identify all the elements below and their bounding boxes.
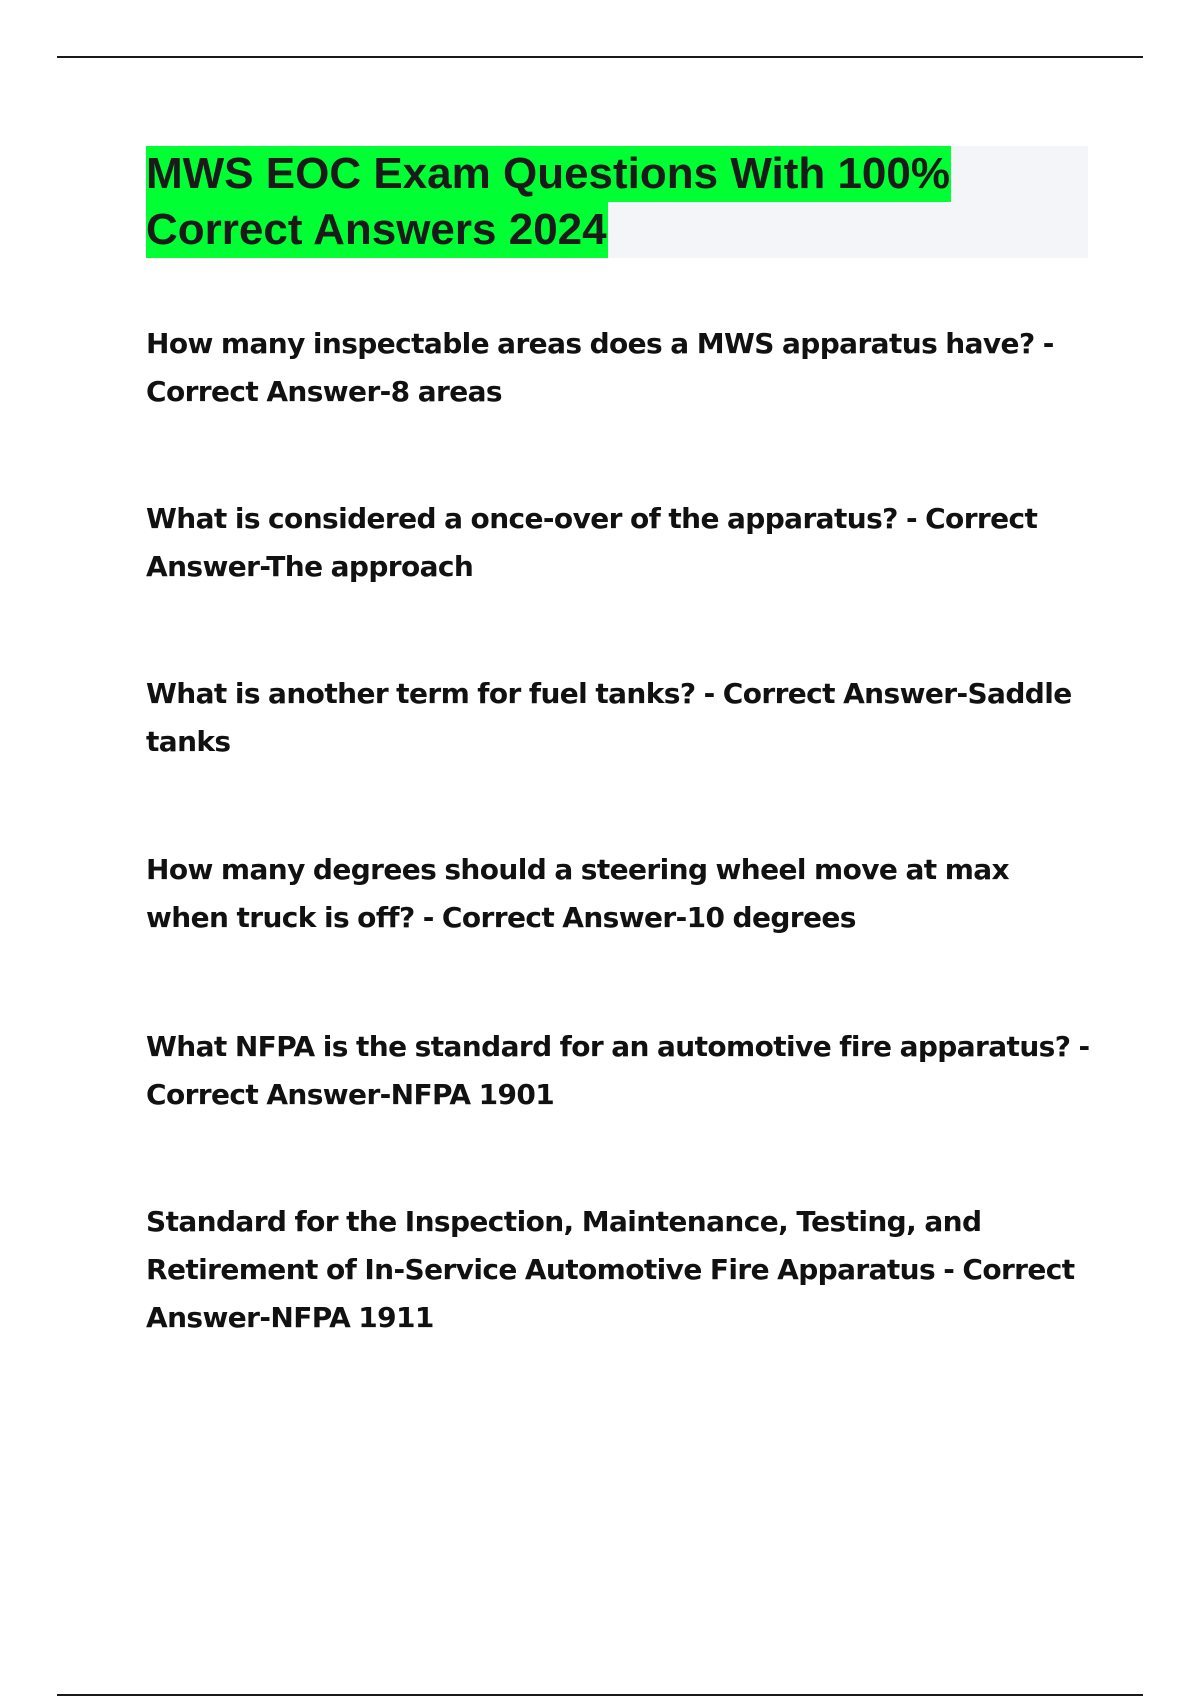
qa-line: What is considered a once-over of the apparatus? - Correct bbox=[146, 502, 1038, 535]
qa-item-6 bbox=[146, 1198, 1106, 1342]
qa-line: Answer-The approach bbox=[146, 550, 474, 583]
qa-line: Retirement of In-Service Automotive Fire Apparatus - Correct bbox=[146, 1253, 1075, 1286]
qa-item-3 bbox=[146, 670, 1106, 766]
qa-line: How many inspectable areas does a MWS apparatus have? - bbox=[146, 327, 1054, 360]
title-line-2: Correct Answers 2024 bbox=[146, 202, 608, 258]
qa-item-1 bbox=[146, 320, 1106, 416]
qa-item-4 bbox=[146, 846, 1106, 942]
qa-line: Correct Answer-8 areas bbox=[146, 375, 502, 408]
qa-item-2 bbox=[146, 495, 1106, 591]
qa-line: What NFPA is the standard for an automotive fire apparatus? - bbox=[146, 1030, 1090, 1063]
title-block bbox=[146, 146, 1088, 258]
qa-line: Correct Answer-NFPA 1901 bbox=[146, 1078, 555, 1111]
document-title bbox=[146, 146, 1088, 258]
qa-line: Standard for the Inspection, Maintenance, Testing, and bbox=[146, 1205, 982, 1238]
qa-line: when truck is off? - Correct Answer-10 degrees bbox=[146, 901, 856, 934]
title-line-1: MWS EOC Exam Questions With 100% bbox=[146, 146, 951, 202]
qa-item-5 bbox=[146, 1023, 1106, 1119]
top-divider bbox=[57, 56, 1143, 58]
qa-line: How many degrees should a steering wheel move at max bbox=[146, 853, 1010, 886]
qa-line: What is another term for fuel tanks? - Correct Answer-Saddle bbox=[146, 677, 1072, 710]
qa-line: Answer-NFPA 1911 bbox=[146, 1301, 434, 1334]
bottom-divider bbox=[57, 1694, 1143, 1696]
qa-line: tanks bbox=[146, 725, 231, 758]
